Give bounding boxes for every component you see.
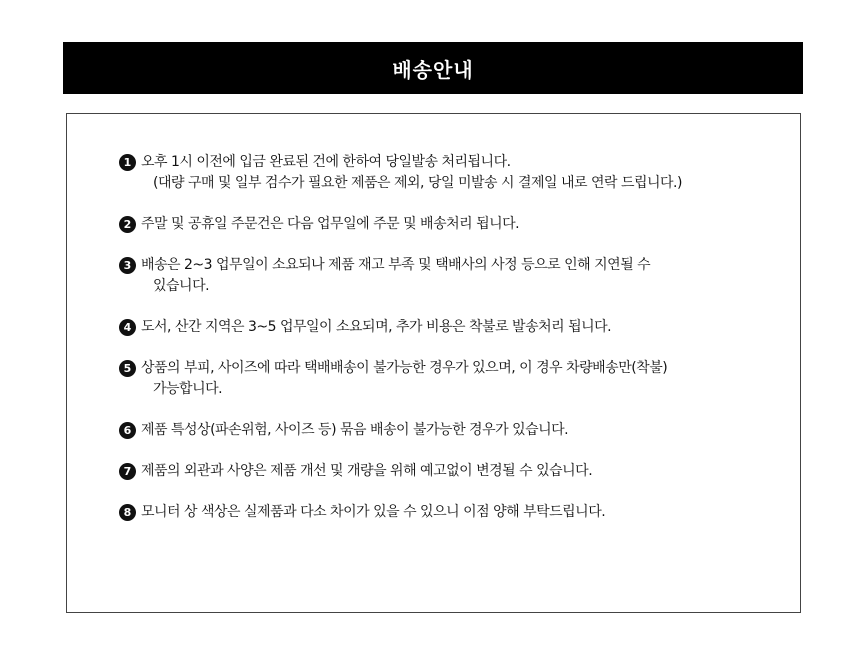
number-1-icon: 1: [119, 154, 136, 171]
number-8-icon: 8: [119, 504, 136, 521]
notice-item-3: [119, 255, 790, 297]
number-7-icon: 7: [119, 463, 136, 480]
number-5-icon: 5: [119, 360, 136, 377]
notice-text: [141, 358, 667, 400]
shipping-info-box: [66, 113, 801, 613]
notice-item-1: [119, 152, 790, 194]
notice-text: [141, 255, 650, 297]
notice-line: 상품의 부피, 사이즈에 따라 택배배송이 불가능한 경우가 있으며, 이 경우 차량배송만(착불): [141, 360, 668, 376]
notice-line: 도서, 산간 지역은 3~5 업무일이 소요되며, 추가 비용은 착불로 발송처리 됩니다.: [141, 319, 612, 335]
number-2-icon: 2: [119, 216, 136, 233]
notice-line: 제품 특성상(파손위험, 사이즈 등) 묶음 배송이 불가능한 경우가 있습니다.: [141, 422, 569, 438]
number-3-icon: 3: [119, 257, 136, 274]
notice-line: 오후 1시 이전에 입금 완료된 건에 한하여 당일발송 처리됩니다.: [141, 154, 511, 170]
notice-line-continued: 있습니다.: [153, 278, 210, 294]
notice-text: [141, 420, 568, 441]
notice-line: 제품의 외관과 사양은 제품 개선 및 개량을 위해 예고없이 변경될 수 있습니다.: [141, 463, 593, 479]
notice-line-continued: (대량 구매 및 일부 검수가 필요한 제품은 제외, 당일 미발송 시 결제일 내로 연락 드립니다.): [153, 175, 682, 191]
notice-list: [119, 152, 790, 543]
header-bar: [63, 42, 803, 94]
notice-item-6: [119, 420, 790, 441]
notice-line-continued: 가능합니다.: [153, 381, 223, 397]
notice-item-2: [119, 214, 790, 235]
notice-text: [141, 152, 682, 194]
notice-line: 주말 및 공휴일 주문건은 다음 업무일에 주문 및 배송처리 됩니다.: [141, 216, 520, 232]
number-4-icon: 4: [119, 319, 136, 336]
page-title: 배송안내: [392, 57, 474, 82]
notice-item-5: [119, 358, 790, 400]
notice-item-8: [119, 502, 790, 523]
notice-text: [141, 317, 611, 338]
notice-item-7: [119, 461, 790, 482]
notice-line: 모니터 상 색상은 실제품과 다소 차이가 있을 수 있으니 이점 양해 부탁드립니다.: [141, 504, 606, 520]
notice-line: 배송은 2~3 업무일이 소요되나 제품 재고 부족 및 택배사의 사정 등으로 인해 지연될 수: [141, 257, 651, 273]
notice-item-4: [119, 317, 790, 338]
number-6-icon: 6: [119, 422, 136, 439]
notice-text: [141, 502, 605, 523]
notice-text: [141, 214, 519, 235]
notice-text: [141, 461, 592, 482]
